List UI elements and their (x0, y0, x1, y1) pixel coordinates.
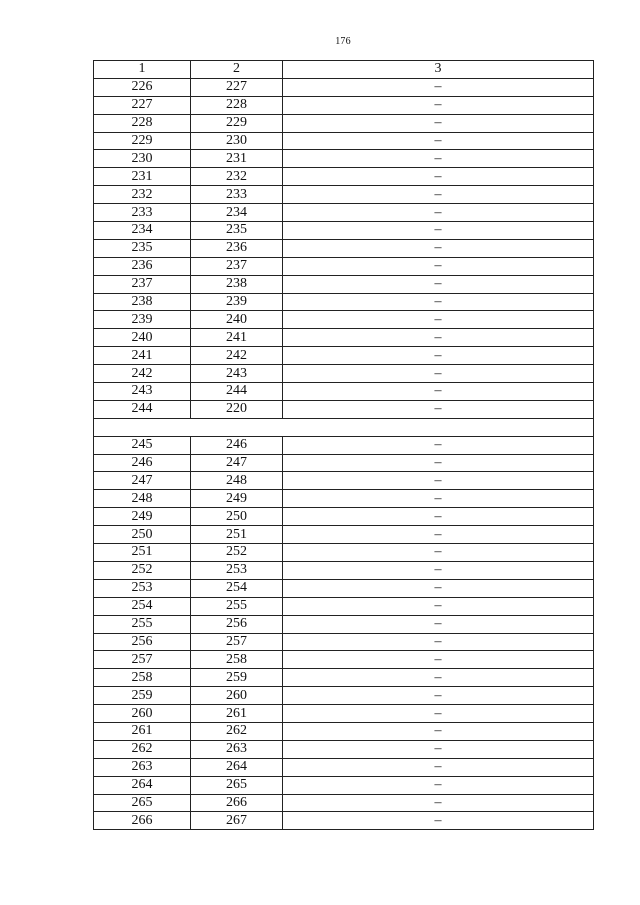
table-cell-col-2: 247 (191, 454, 283, 472)
table-cell-col-3: – (283, 257, 594, 275)
table-row (94, 365, 594, 383)
table-cell-col-3: – (283, 114, 594, 132)
table-header (94, 61, 594, 79)
table-cell-col-2: 249 (191, 490, 283, 508)
table-cell-col-1: 256 (94, 633, 191, 651)
table-cell-col-1: 230 (94, 150, 191, 168)
table-cell-col-3: – (283, 383, 594, 401)
table-cell-col-3: – (283, 508, 594, 526)
table-cell-col-1: 249 (94, 508, 191, 526)
table-cell-col-3: – (283, 740, 594, 758)
table-cell-col-3: – (283, 669, 594, 687)
table-row (94, 400, 594, 418)
table-cell-col-2: 240 (191, 311, 283, 329)
table-body (94, 78, 594, 829)
table-row (94, 222, 594, 240)
header-row (94, 61, 594, 79)
table-cell-col-2: 264 (191, 758, 283, 776)
table-cell-col-1: 244 (94, 400, 191, 418)
table-row (94, 454, 594, 472)
table-row (94, 78, 594, 96)
table-cell-col-2: 230 (191, 132, 283, 150)
table-cell-col-1: 231 (94, 168, 191, 186)
table-cell-col-1: 228 (94, 114, 191, 132)
table-cell-col-1: 259 (94, 687, 191, 705)
table-cell-col-2: 238 (191, 275, 283, 293)
table-row (94, 436, 594, 454)
table-row (94, 633, 594, 651)
table-row (94, 812, 594, 830)
table-cell-col-3: – (283, 597, 594, 615)
table-row (94, 257, 594, 275)
table-cell-col-2: 227 (191, 78, 283, 96)
column-header-1: 1 (94, 61, 191, 79)
table-cell-col-1: 237 (94, 275, 191, 293)
table-cell-col-3: – (283, 78, 594, 96)
table-cell-col-3: – (283, 633, 594, 651)
table-cell-col-2: 263 (191, 740, 283, 758)
table-cell-col-1: 254 (94, 597, 191, 615)
table-cell-col-3: – (283, 544, 594, 562)
table-row (94, 687, 594, 705)
table-cell-col-3: – (283, 96, 594, 114)
table-cell-col-1: 229 (94, 132, 191, 150)
table-cell-col-3: – (283, 204, 594, 222)
table-row (94, 150, 594, 168)
table-cell-col-1: 260 (94, 705, 191, 723)
table-cell-col-3: – (283, 293, 594, 311)
table-cell-col-2: 251 (191, 526, 283, 544)
table-row (94, 794, 594, 812)
table-cell-col-2: 231 (191, 150, 283, 168)
table-cell-col-2: 243 (191, 365, 283, 383)
table-cell-col-1: 234 (94, 222, 191, 240)
table-cell-col-1: 235 (94, 239, 191, 257)
table-cell-col-3: – (283, 275, 594, 293)
table-row (94, 722, 594, 740)
table-cell-col-3: – (283, 400, 594, 418)
table-row (94, 204, 594, 222)
table-row (94, 239, 594, 257)
table-row (94, 561, 594, 579)
table-row (94, 114, 594, 132)
table-cell-col-2: 266 (191, 794, 283, 812)
table-cell-col-1: 246 (94, 454, 191, 472)
table-cell-col-1: 242 (94, 365, 191, 383)
table-cell-col-3: – (283, 722, 594, 740)
table-cell-col-1: 257 (94, 651, 191, 669)
table-cell-col-3: – (283, 132, 594, 150)
table-cell-col-1: 255 (94, 615, 191, 633)
table-cell-col-2: 257 (191, 633, 283, 651)
table-cell-col-2: 258 (191, 651, 283, 669)
table-cell-col-2: 265 (191, 776, 283, 794)
table-cell-col-2: 256 (191, 615, 283, 633)
table-cell-col-3: – (283, 329, 594, 347)
table-cell-col-3: – (283, 758, 594, 776)
table-cell-col-2: 246 (191, 436, 283, 454)
table-row (94, 472, 594, 490)
table-cell-col-1: 243 (94, 383, 191, 401)
table-row (94, 705, 594, 723)
table-cell-col-1: 253 (94, 579, 191, 597)
table-cell-col-3: – (283, 222, 594, 240)
table-cell-col-3: – (283, 705, 594, 723)
table-cell-col-1: 232 (94, 186, 191, 204)
table-cell-col-2: 254 (191, 579, 283, 597)
table-cell-col-1: 226 (94, 78, 191, 96)
table-row (94, 544, 594, 562)
table-cell-col-3: – (283, 239, 594, 257)
table-cell-col-2: 250 (191, 508, 283, 526)
column-header-2: 2 (191, 61, 283, 79)
table-cell-col-3: – (283, 436, 594, 454)
table-cell-col-2: 259 (191, 669, 283, 687)
table-cell-col-2: 242 (191, 347, 283, 365)
column-header-3: 3 (283, 61, 594, 79)
table-row (94, 293, 594, 311)
table-cell-col-3: – (283, 687, 594, 705)
table-cell-col-3: – (283, 812, 594, 830)
table-row (94, 329, 594, 347)
table-cell-col-1: 239 (94, 311, 191, 329)
table-cell-col-2: 220 (191, 400, 283, 418)
table-cell-col-2: 228 (191, 96, 283, 114)
table-row (94, 508, 594, 526)
table-cell-col-1: 264 (94, 776, 191, 794)
table-cell-col-1: 266 (94, 812, 191, 830)
table-row (94, 275, 594, 293)
table-row (94, 740, 594, 758)
table-row (94, 96, 594, 114)
table-cell-col-3: – (283, 311, 594, 329)
table-cell-col-2: 234 (191, 204, 283, 222)
table-cell-col-2: 261 (191, 705, 283, 723)
table-cell-col-2: 255 (191, 597, 283, 615)
table-cell-col-1: 248 (94, 490, 191, 508)
table-cell-col-3: – (283, 651, 594, 669)
table-row (94, 168, 594, 186)
table-cell-col-2: 267 (191, 812, 283, 830)
table-cell-col-3: – (283, 561, 594, 579)
table-row (94, 758, 594, 776)
table-cell-col-3: – (283, 186, 594, 204)
section-break-cell (94, 418, 594, 436)
table-row (94, 579, 594, 597)
table-cell-col-1: 252 (94, 561, 191, 579)
table-cell-col-1: 250 (94, 526, 191, 544)
table-cell-col-3: – (283, 168, 594, 186)
table-row (94, 597, 594, 615)
table-cell-col-3: – (283, 490, 594, 508)
table-row (94, 651, 594, 669)
table-cell-col-3: – (283, 776, 594, 794)
table-cell-col-3: – (283, 579, 594, 597)
table-cell-col-2: 236 (191, 239, 283, 257)
page-number: 176 (335, 36, 351, 47)
table-row (94, 526, 594, 544)
table-cell-col-2: 260 (191, 687, 283, 705)
table-cell-col-1: 247 (94, 472, 191, 490)
table-row (94, 615, 594, 633)
table-row (94, 490, 594, 508)
table-cell-col-3: – (283, 454, 594, 472)
table-cell-col-2: 252 (191, 544, 283, 562)
table-cell-col-2: 232 (191, 168, 283, 186)
table-cell-col-2: 233 (191, 186, 283, 204)
table-cell-col-2: 229 (191, 114, 283, 132)
table-cell-col-1: 261 (94, 722, 191, 740)
data-table (93, 60, 594, 830)
table-cell-col-1: 258 (94, 669, 191, 687)
table-cell-col-2: 241 (191, 329, 283, 347)
table-cell-col-1: 233 (94, 204, 191, 222)
table-cell-col-2: 253 (191, 561, 283, 579)
table-cell-col-1: 227 (94, 96, 191, 114)
table-cell-col-3: – (283, 347, 594, 365)
table-cell-col-1: 236 (94, 257, 191, 275)
table-cell-col-1: 251 (94, 544, 191, 562)
table-cell-col-1: 238 (94, 293, 191, 311)
table-cell-col-1: 240 (94, 329, 191, 347)
table-cell-col-3: – (283, 472, 594, 490)
table-cell-col-2: 239 (191, 293, 283, 311)
table-row (94, 776, 594, 794)
table-cell-col-2: 237 (191, 257, 283, 275)
table-cell-col-1: 262 (94, 740, 191, 758)
table-row (94, 383, 594, 401)
table-row (94, 347, 594, 365)
table-cell-col-2: 244 (191, 383, 283, 401)
table-cell-col-1: 245 (94, 436, 191, 454)
table-row (94, 132, 594, 150)
table-cell-col-2: 248 (191, 472, 283, 490)
table-cell-col-3: – (283, 365, 594, 383)
table-row (94, 669, 594, 687)
table-row (94, 186, 594, 204)
table-cell-col-1: 263 (94, 758, 191, 776)
table-cell-col-2: 235 (191, 222, 283, 240)
section-break-row (94, 418, 594, 436)
table-cell-col-3: – (283, 615, 594, 633)
table-cell-col-3: – (283, 526, 594, 544)
table-cell-col-3: – (283, 794, 594, 812)
table-cell-col-1: 265 (94, 794, 191, 812)
table-cell-col-3: – (283, 150, 594, 168)
table-row (94, 311, 594, 329)
table-cell-col-2: 262 (191, 722, 283, 740)
table-cell-col-1: 241 (94, 347, 191, 365)
